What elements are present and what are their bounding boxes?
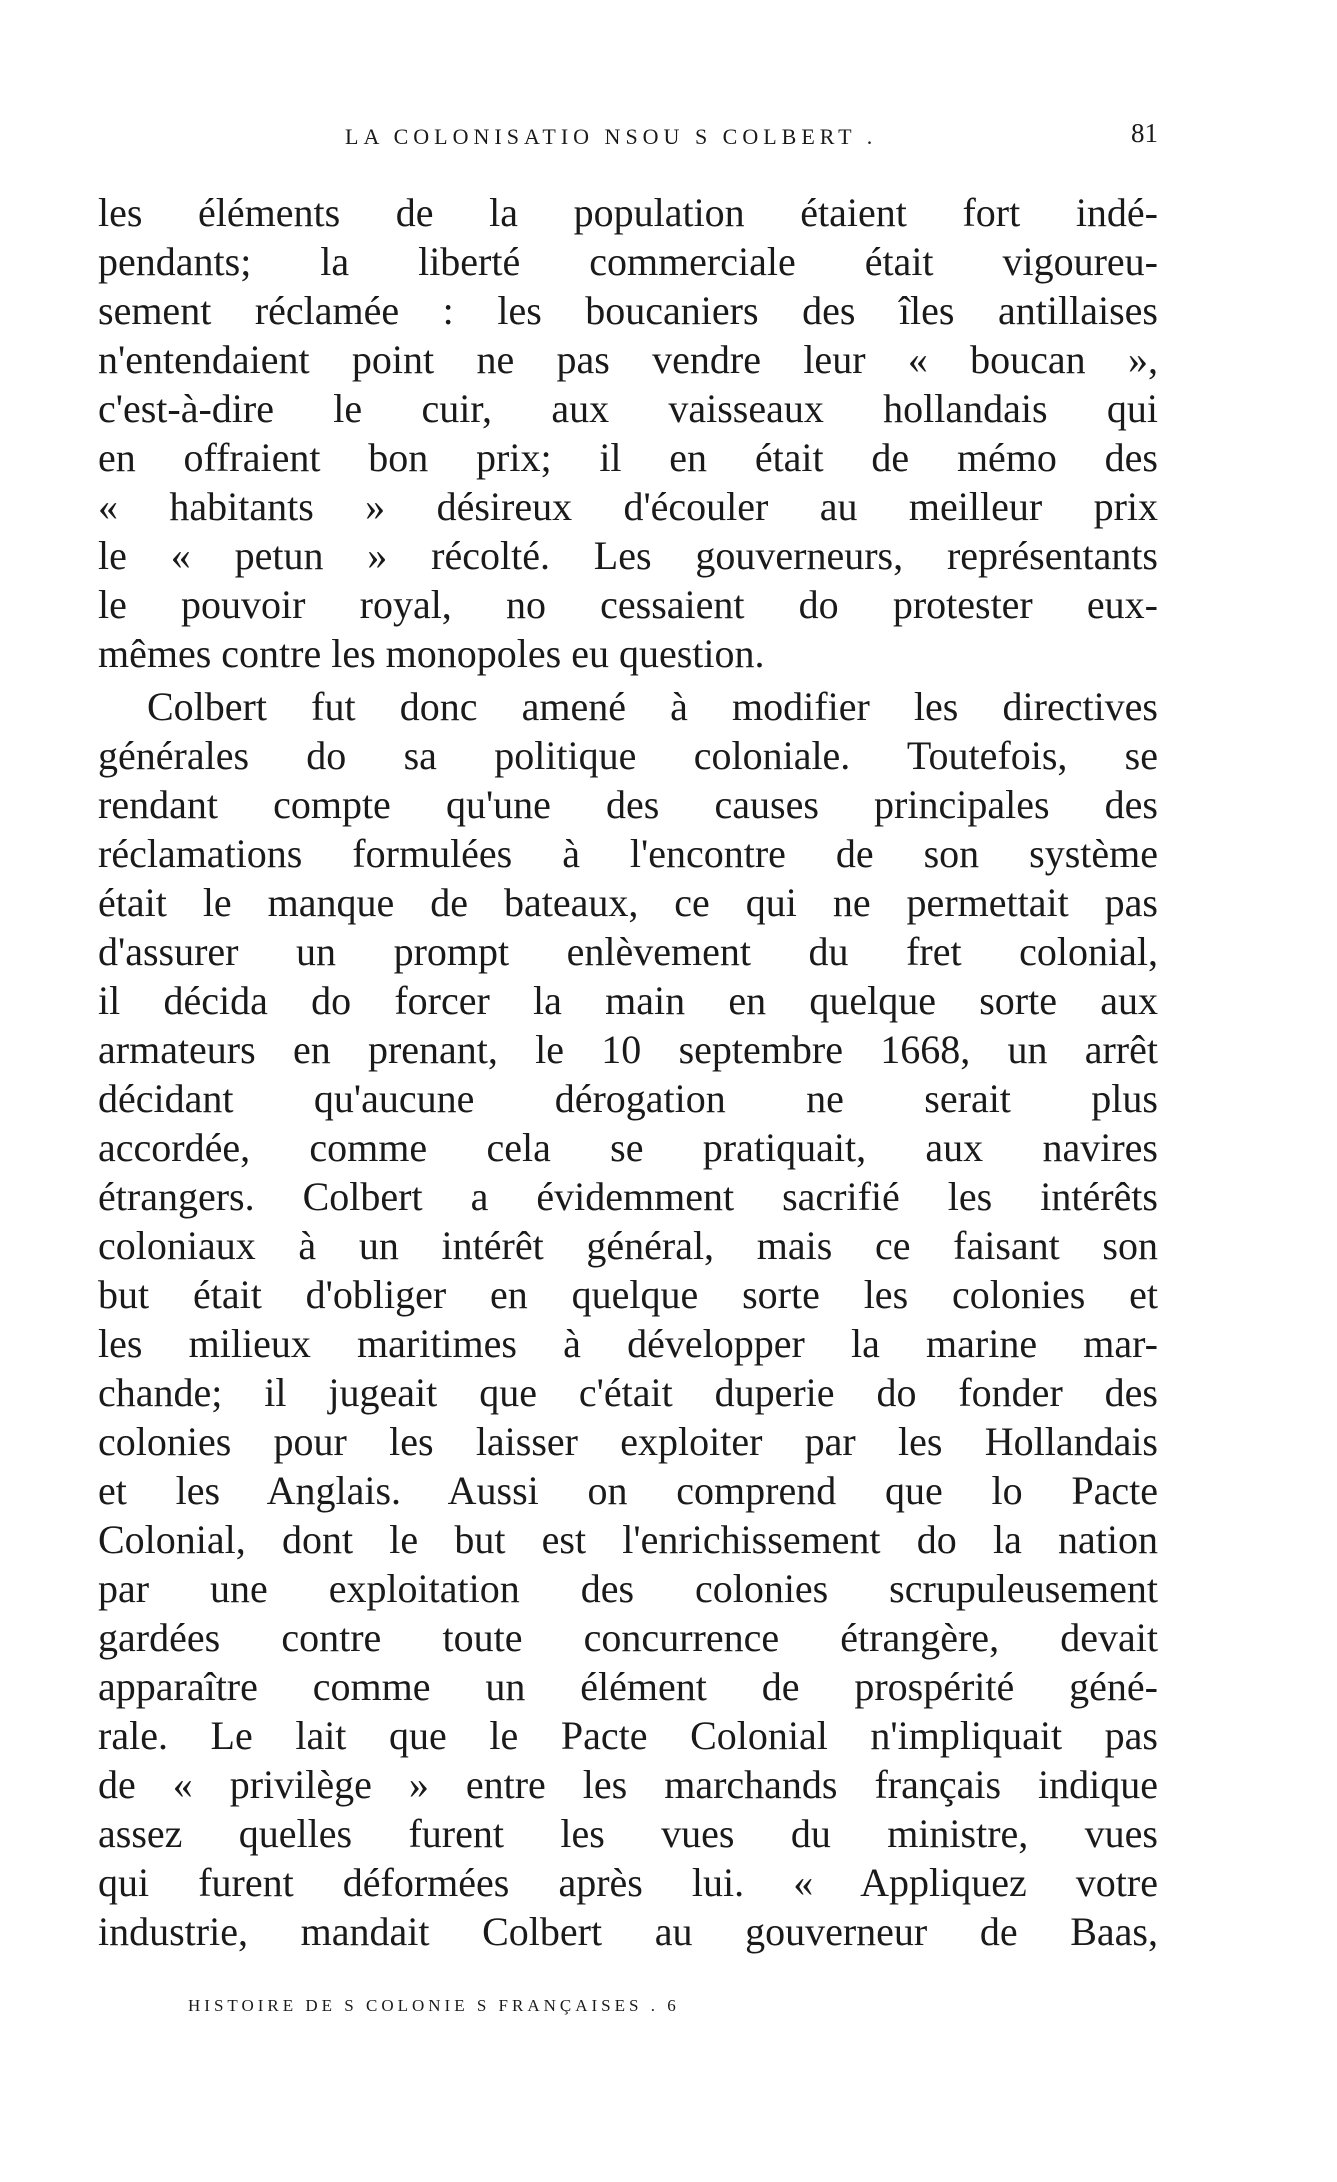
text-line: il décida do forcer la main en quelque sorte aux: [98, 978, 1158, 1023]
signature-mark: HISTOIRE DE S COLONIE S FRANÇAISES . 6: [188, 1996, 680, 2015]
running-head: LA COLONISATIO NSOU S COLBERT .: [345, 124, 878, 149]
text-line: pendants; la liberté commerciale était vigoureu-: [98, 239, 1158, 284]
text-line: but était d'obliger en quelque sorte les colonies et: [98, 1272, 1158, 1317]
text-line: accordée, comme cela se pratiquait, aux navires: [98, 1125, 1158, 1170]
text-line: le pouvoir royal, no cessaient do protester eux-: [98, 582, 1158, 627]
text-line: décidant qu'aucune dérogation ne serait plus: [98, 1076, 1158, 1121]
text-line: gardées contre toute concurrence étrangère, devait: [98, 1615, 1158, 1660]
text-line: en offraient bon prix; il en était de mémo des: [98, 435, 1158, 480]
text-line: qui furent déformées après lui. « Appliquez votre: [98, 1860, 1158, 1905]
text-line: sement réclamée : les boucaniers des îles antillaises: [98, 288, 1158, 333]
text-line: apparaître comme un élément de prospérité géné-: [98, 1664, 1158, 1709]
text-line: générales do sa politique coloniale. Toutefois, se: [98, 733, 1158, 778]
text-line: industrie, mandait Colbert au gouverneur de Baas,: [98, 1909, 1158, 1954]
text-line: rendant compte qu'une des causes principales des: [98, 782, 1158, 827]
text-line: Colbert fut donc amené à modifier les directives: [147, 684, 1158, 729]
text-line: « habitants » désireux d'écouler au meilleur prix: [98, 484, 1158, 529]
text-line: les éléments de la population étaient fort indé-: [98, 190, 1158, 235]
text-line: n'entendaient point ne pas vendre leur « boucan »,: [98, 337, 1158, 382]
text-line: d'assurer un prompt enlèvement du fret colonial,: [98, 929, 1158, 974]
text-line: assez quelles furent les vues du ministre, vues: [98, 1811, 1158, 1856]
text-line: Colonial, dont le but est l'enrichissement do la nation: [98, 1517, 1158, 1562]
text-line: c'est-à-dire le cuir, aux vaisseaux hollandais qui: [98, 386, 1158, 431]
page-number: 81: [1131, 118, 1158, 148]
text-line: coloniaux à un intérêt général, mais ce faisant son: [98, 1223, 1158, 1268]
text-line: le « petun » récolté. Les gouverneurs, représentants: [98, 533, 1158, 578]
text-line: réclamations formulées à l'encontre de son système: [98, 831, 1158, 876]
text-line: par une exploitation des colonies scrupuleusement: [98, 1566, 1158, 1611]
text-line: colonies pour les laisser exploiter par les Hollandais: [98, 1419, 1158, 1464]
paragraph-2: [98, 682, 1158, 1956]
text-line: rale. Le lait que le Pacte Colonial n'impliquait pas: [98, 1713, 1158, 1758]
text-line: et les Anglais. Aussi on comprend que lo Pacte: [98, 1468, 1158, 1513]
text-line: mêmes contre les monopoles eu question.: [98, 631, 765, 676]
text-line: chande; il jugeait que c'était duperie do fonder des: [98, 1370, 1158, 1415]
text-line: étrangers. Colbert a évidemment sacrifié les intérêts: [98, 1174, 1158, 1219]
text-line: armateurs en prenant, le 10 septembre 1668, un arrêt: [98, 1027, 1158, 1072]
body-text: [98, 188, 1158, 1956]
paragraph-1: [98, 188, 1158, 678]
text-line: les milieux maritimes à développer la marine mar-: [98, 1321, 1158, 1366]
text-line: était le manque de bateaux, ce qui ne permettait pas: [98, 880, 1158, 925]
text-line: de « privilège » entre les marchands français indique: [98, 1762, 1158, 1807]
